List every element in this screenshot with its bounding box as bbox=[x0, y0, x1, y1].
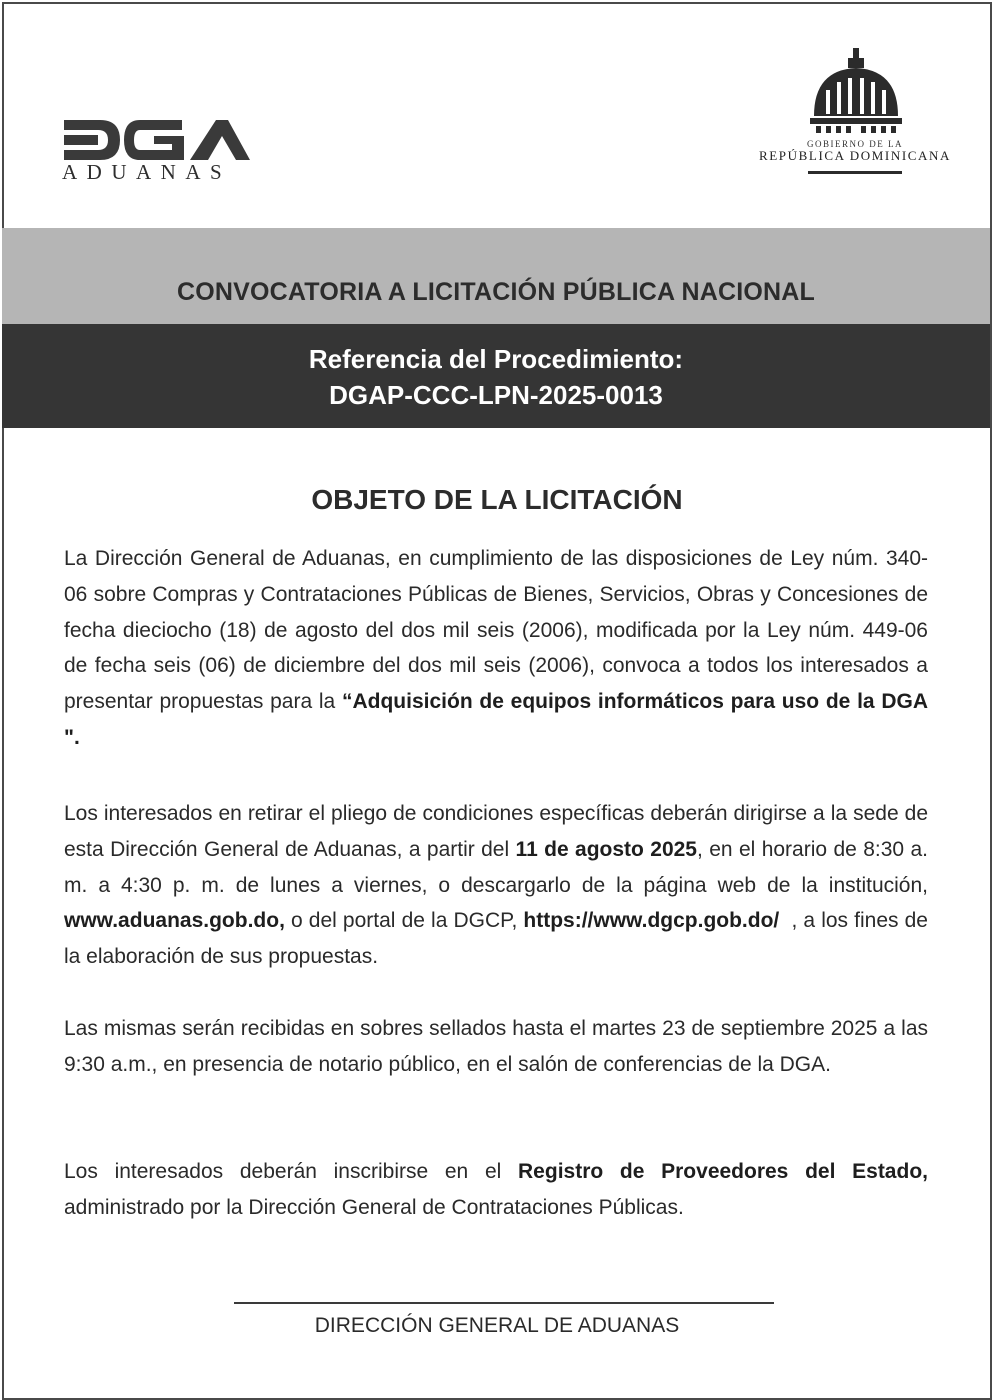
registry-name: Registro de Proveedores del Estado, bbox=[518, 1160, 928, 1183]
paragraph-registry bbox=[64, 1154, 928, 1226]
government-dome-icon bbox=[806, 46, 906, 136]
paragraph-registry-text-2: administrado por la Dirección General de Contrataciones Públicas. bbox=[64, 1195, 684, 1219]
section-title: OBJETO DE LA LICITACIÓN bbox=[311, 484, 683, 515]
paragraph-registry-text-1: Los interesados deberán inscribirse en el bbox=[64, 1160, 502, 1183]
notice-title: CONVOCATORIA A LICITACIÓN PÚBLICA NACIONAL bbox=[176, 278, 815, 306]
paragraph-object bbox=[64, 541, 928, 756]
paragraph-pliego-text-2: , en el horario de 8:30 a. m. a 4:30 p. m. de lunes a viernes, o descargarlo de la página web de la institución, bbox=[64, 837, 928, 897]
paragraph-object-text: La Dirección General de Aduanas, en cumplimiento de las disposiciones de Ley núm. 340-06 sobre Compras y Contrataciones Públicas de Bienes, Servicios, Obras y Concesiones de fecha dieciocho (18) de agosto del dos mil seis (2006), modificada por la Ley núm. 449-06 de fecha seis (06) de diciembre del dos mil seis (2006), convoca a todos los interesados a presentar propuestas para la bbox=[64, 547, 928, 714]
paragraph-pliego bbox=[64, 796, 928, 975]
start-date: 11 de agosto 2025 bbox=[515, 837, 697, 861]
reference-code: DGAP-CCC-LPN-2025-0013 bbox=[329, 380, 663, 410]
title-banner bbox=[2, 228, 990, 324]
government-label-small: GOBIERNO DE LA bbox=[807, 139, 903, 149]
paragraph-pliego-text-4: , a los fines de la elaboración de sus propuestas. bbox=[64, 909, 928, 969]
government-underline bbox=[808, 171, 902, 174]
reference-banner bbox=[2, 324, 990, 428]
aduanas-website-link: www.aduanas.gob.do, bbox=[64, 909, 285, 933]
acquisition-title: “Adquisición de equipos informáticos para uso de la DGA ". bbox=[64, 690, 928, 749]
dga-subtitle: ADUANAS bbox=[62, 160, 232, 184]
paragraph-reception: Las mismas serán recibidas en sobres sellados hasta el martes 23 de septiembre 2025 a las 9:30 a.m., en presencia de notario público, en el salón de conferencias de la DGA. bbox=[64, 1017, 928, 1076]
signature-line bbox=[234, 1302, 774, 1304]
government-label: REPÚBLICA DOMINICANA bbox=[759, 148, 951, 163]
dgcp-portal-link: https://www.dgcp.gob.do/ bbox=[523, 909, 780, 933]
paragraph-pliego-text-1: Los interesados en retirar el pliego de condiciones específicas deberán dirigirse a la sede de esta Dirección General de Aduanas, a partir del bbox=[64, 802, 928, 861]
reference-label: Referencia del Procedimiento: bbox=[308, 344, 684, 374]
signature-name: DIRECCIÓN GENERAL DE ADUANAS bbox=[314, 1314, 680, 1337]
paragraph-pliego-text-3: o del portal de la DGCP, bbox=[291, 909, 518, 933]
